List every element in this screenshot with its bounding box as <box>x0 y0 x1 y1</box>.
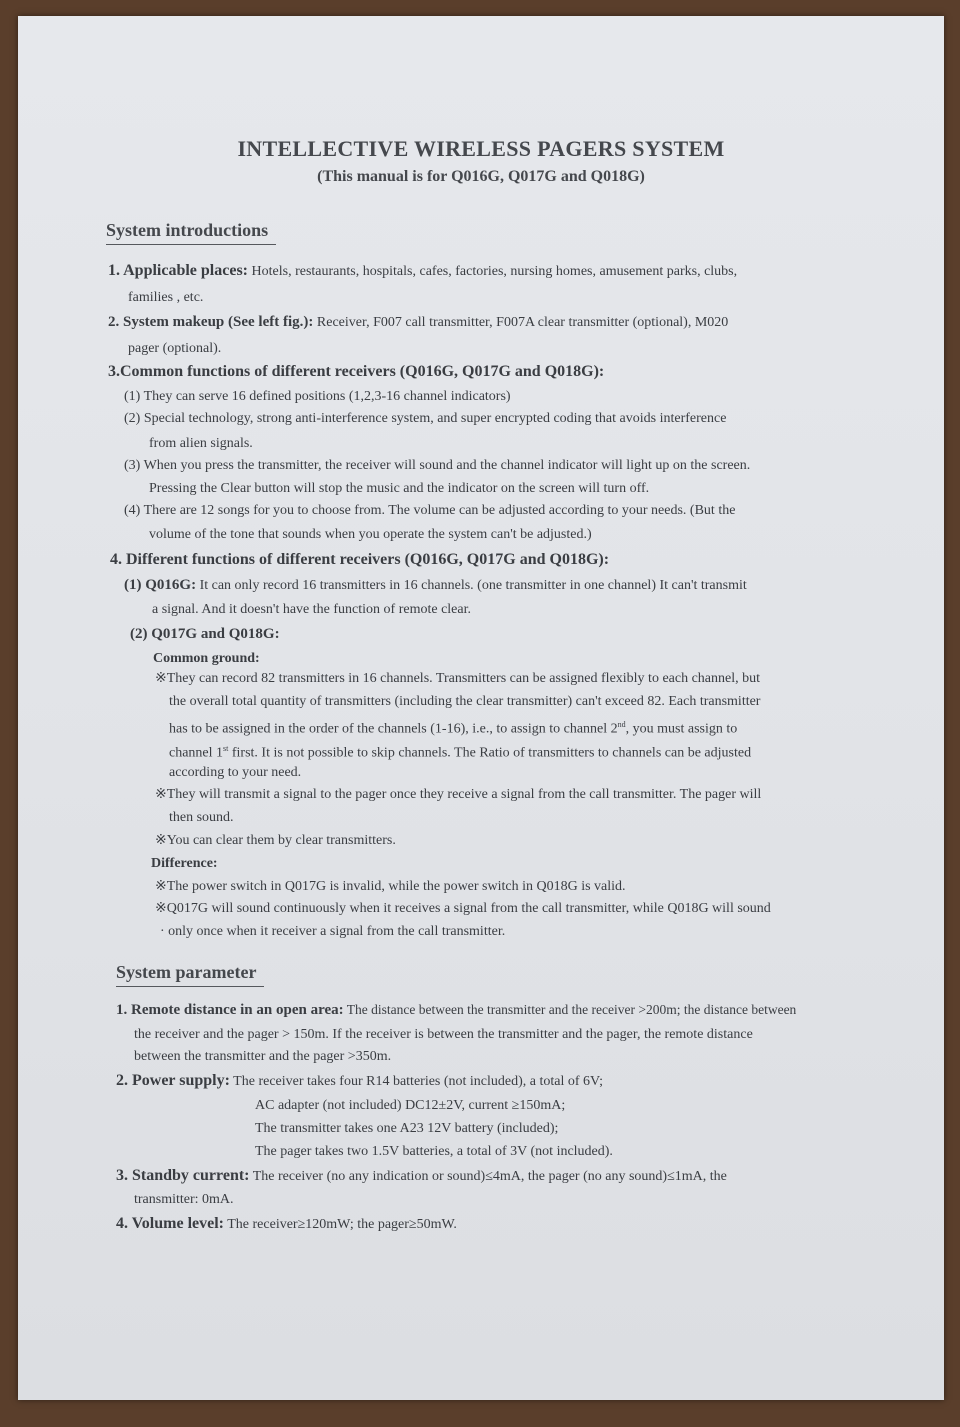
common-ground-1-b: the overall total quantity of transmitters (including the clear transmitter) can't exceed 82. Each transmitter <box>169 694 761 709</box>
diff-function-2 <box>130 625 280 644</box>
param-item-1 <box>116 1001 796 1020</box>
difference-2: ※Q017G will sound continuously when it receives a signal from the call transmitter, while Q018G will sound <box>155 901 771 916</box>
intro-item-2-text: Receiver, F007 call transmitter, F007A clear transmitter (optional), M020 <box>313 315 729 330</box>
common-ground-1: ※They can record 82 transmitters in 16 channels. Transmitters can be assigned flexibly to each channel, but <box>155 671 761 686</box>
param-item-1-label: 1. Remote distance in an open area: <box>116 1002 344 1018</box>
intro-item-1-cont: families , etc. <box>128 290 204 305</box>
common-function-3: (3) When you press the transmitter, the receiver will sound and the channel indicator will light up on the screen. <box>124 458 751 473</box>
diff-function-2-label: (2) Q017G and Q018G: <box>130 626 280 642</box>
common-function-2: (2) Special technology, strong anti-interference system, and super encrypted coding that avoids interference <box>124 411 727 426</box>
param-item-4-text: The receiver≥120mW; the pager≥50mW. <box>224 1217 457 1232</box>
diff-function-1-label: (1) Q016G: <box>124 577 197 593</box>
intro-item-3 <box>108 363 604 382</box>
document-subtitle: (This manual is for Q016G, Q017G and Q018G) <box>317 168 645 185</box>
common-ground-1-d: channel 1st first. It is not possible to skip channels. The Ratio of transmitters to channels can be adjusted <box>169 744 752 761</box>
param-item-2-label: 2. Power supply: <box>116 1072 230 1089</box>
intro-item-3-label: 3.Common functions of different receivers (Q016G, Q017G and Q018G): <box>108 363 605 380</box>
common-function-4: (4) There are 12 songs for you to choose from. The volume can be adjusted according to your needs. (But the <box>124 503 736 518</box>
intro-item-4 <box>110 551 609 570</box>
param-item-1-b: the receiver and the pager > 150m. If the receiver is between the transmitter and the pager, the remote distance <box>134 1027 753 1042</box>
difference-2-b: · only once when it receiver a signal from the call transmitter. <box>160 924 506 939</box>
manual-content <box>18 16 944 1400</box>
param-item-1-c: between the transmitter and the pager >350m. <box>134 1049 392 1064</box>
intro-item-2 <box>108 313 728 332</box>
common-function-3-cont: Pressing the Clear button will stop the music and the indicator on the screen will turn off. <box>149 481 650 496</box>
param-item-2-text: The receiver takes four R14 batteries (not included), a total of 6V; <box>229 1074 604 1089</box>
difference-1: ※The power switch in Q017G is invalid, while the power switch in Q018G is valid. <box>155 879 626 894</box>
param-item-1-text: The distance between the transmitter and the receiver >200m; the distance between <box>343 1002 797 1017</box>
param-item-2-c: The transmitter takes one A23 12V battery (included); <box>255 1121 559 1136</box>
intro-item-4-label: 4. Different functions of different receivers (Q016G, Q017G and Q018G): <box>110 551 610 568</box>
common-function-2-cont: from alien signals. <box>149 436 253 451</box>
param-item-3 <box>116 1167 727 1186</box>
intro-item-1 <box>108 262 737 281</box>
param-item-4-label: 4. Volume level: <box>116 1215 224 1232</box>
common-ground-3: ※You can clear them by clear transmitters. <box>155 833 396 848</box>
section-heading-introductions: System introductions <box>106 220 276 245</box>
manual-sheet <box>18 16 944 1400</box>
param-item-2-d: The pager takes two 1.5V batteries, a total of 3V (not included). <box>255 1144 613 1159</box>
param-item-3-b: transmitter: 0mA. <box>134 1192 234 1207</box>
diff-function-1-text: It can only record 16 transmitters in 16 channels. (one transmitter in one channel) It can't transmit <box>196 578 747 593</box>
document-title: INTELLECTIVE WIRELESS PAGERS SYSTEM <box>237 136 725 161</box>
intro-item-2-cont: pager (optional). <box>128 341 222 356</box>
param-item-2 <box>116 1072 603 1091</box>
common-function-4-cont: volume of the tone that sounds when you operate the system can't be adjusted.) <box>149 527 592 542</box>
param-item-3-text: The receiver (no any indication or sound)≤4mA, the pager (no any sound)≤1mA, the <box>249 1169 727 1184</box>
common-ground-2-b: then sound. <box>169 810 234 825</box>
intro-item-1-label: 1. Applicable places: <box>108 262 249 279</box>
param-item-3-label: 3. Standby current: <box>116 1167 250 1184</box>
param-item-2-b: AC adapter (not included) DC12±2V, current ≥150mA; <box>255 1098 566 1113</box>
difference-label: Difference: <box>151 856 218 871</box>
common-ground-1-e: according to your need. <box>169 765 302 780</box>
diff-function-1 <box>124 576 747 595</box>
intro-item-2-label: 2. System makeup (See left fig.): <box>108 314 314 330</box>
common-ground-2: ※They will transmit a signal to the pager once they receive a signal from the call transmitter. The pager will <box>155 787 762 802</box>
common-function-1: (1) They can serve 16 defined positions (1,2,3-16 channel indicators) <box>124 389 511 404</box>
common-ground-1-c: has to be assigned in the order of the channels (1-16), i.e., to assign to channel 2nd, you must assign to <box>169 720 738 737</box>
common-ground-label: Common ground: <box>153 651 260 666</box>
diff-function-1-cont: a signal. And it doesn't have the function of remote clear. <box>152 602 471 617</box>
section-heading-parameters: System parameter <box>116 962 264 987</box>
param-item-4 <box>116 1215 457 1234</box>
intro-item-1-text: Hotels, restaurants, hospitals, cafes, factories, nursing homes, amusement parks, clubs, <box>248 264 738 279</box>
